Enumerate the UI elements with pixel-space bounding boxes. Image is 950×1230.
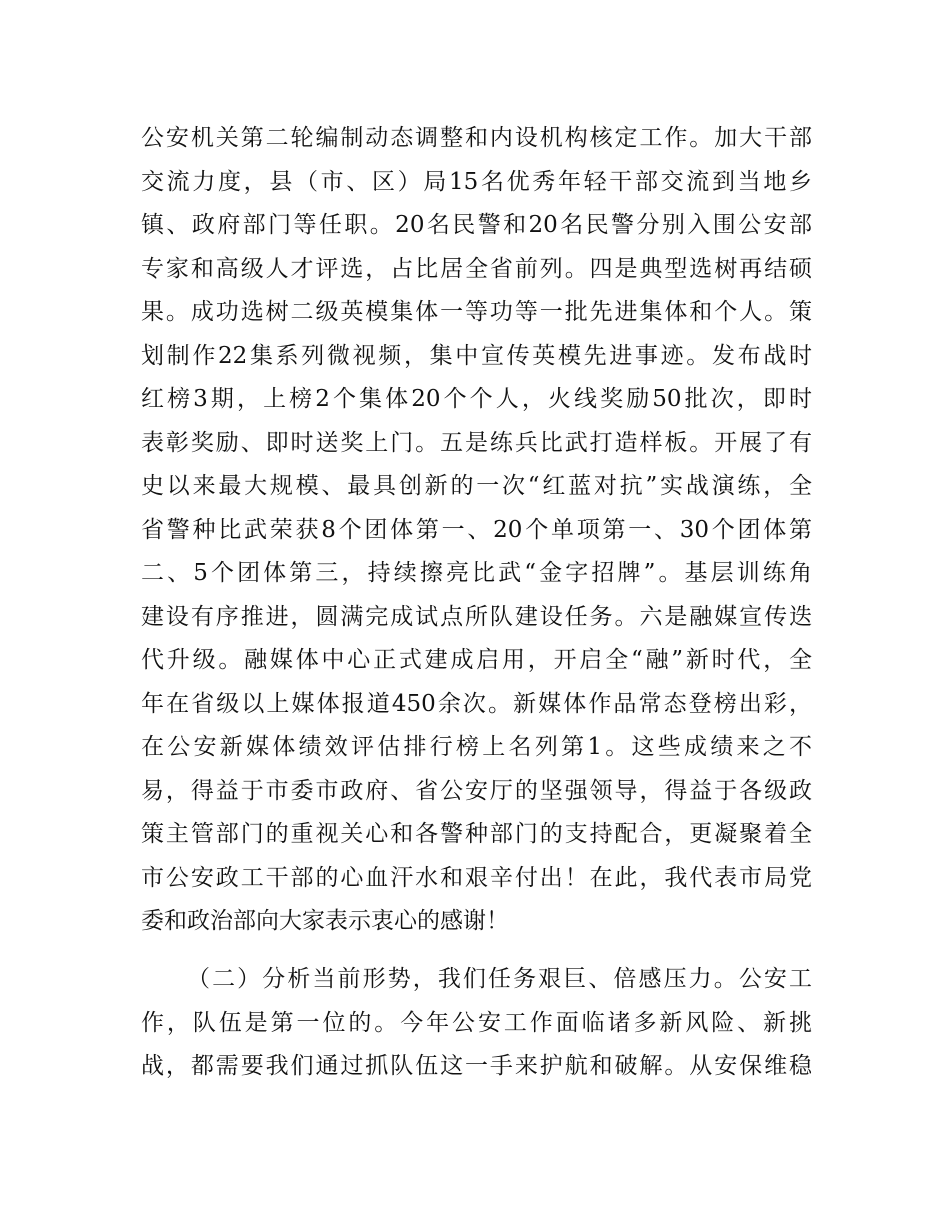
text-line: 二、5个团体第三，持续擦亮比武“金字招牌”。基层训练角 (141, 560, 812, 586)
text-line: 在公安新媒体绩效评估排行榜上名列第1。这些成绩来之不 (141, 734, 812, 760)
text-line: 委和政治部向大家表示衷心的感谢！ (141, 908, 509, 934)
text-line: 策主管部门的重视关心和各警种部门的支持配合，更凝聚着全 (141, 821, 812, 847)
text-line: 表彰奖励、即时送奖上门。五是练兵比武打造样板。开展了有 (141, 429, 812, 456)
text-line: 专家和高级人才评选，占比居全省前列。四是典型选树再结硕 (141, 255, 812, 282)
text-line: 果。成功选树二级英模集体一等功等一批先进集体和个人。策 (141, 299, 812, 325)
text-line: 划制作22集系列微视频，集中宣传英模先进事迹。发布战时 (141, 342, 812, 369)
text-line: 红榜3期，上榜2个集体20个个人，火线奖励50批次，即时 (141, 386, 812, 412)
text-line: 公安机关第二轮编制动态调整和内设机构核定工作。加大干部 (141, 125, 812, 151)
body-paragraph-1 (141, 117, 812, 944)
text-line: 代升级。融媒体中心正式建成启用，开启全“融”新时代，全 (141, 647, 812, 673)
text-line: 易，得益于市委市政府、省公安厅的坚强领导，得益于各级政 (141, 777, 812, 804)
text-line: 作，队伍是第一位的。今年公安工作面临诸多新风险、新挑 (141, 1009, 812, 1036)
text-line: 省警种比武荣获8个团体第一、20个单项第一、30个团体第 (141, 516, 812, 543)
text-line: 交流力度，县（市、区）局15名优秀年轻干部交流到当地乡 (141, 168, 812, 195)
body-paragraph-2 (141, 958, 812, 1089)
text-line: 镇、政府部门等任职。20名民警和20名民警分别入围公安部 (141, 212, 812, 238)
text-line: 市公安政工干部的心血汗水和艰辛付出！在此，我代表市局党 (141, 864, 812, 891)
text-line: 年在省级以上媒体报道450余次。新媒体作品常态登榜出彩， (141, 690, 812, 717)
text-line: 建设有序推进，圆满完成试点所队建设任务。六是融媒宣传迭 (141, 603, 812, 630)
text-line: 战，都需要我们通过抓队伍这一手来护航和破解。从安保维稳 (141, 1053, 812, 1079)
text-line: 史以来最大规模、最具创新的一次“红蓝对抗”实战演练，全 (141, 473, 812, 499)
text-line: （二）分析当前形势，我们任务艰巨、倍感压力。公安工 (187, 966, 812, 992)
